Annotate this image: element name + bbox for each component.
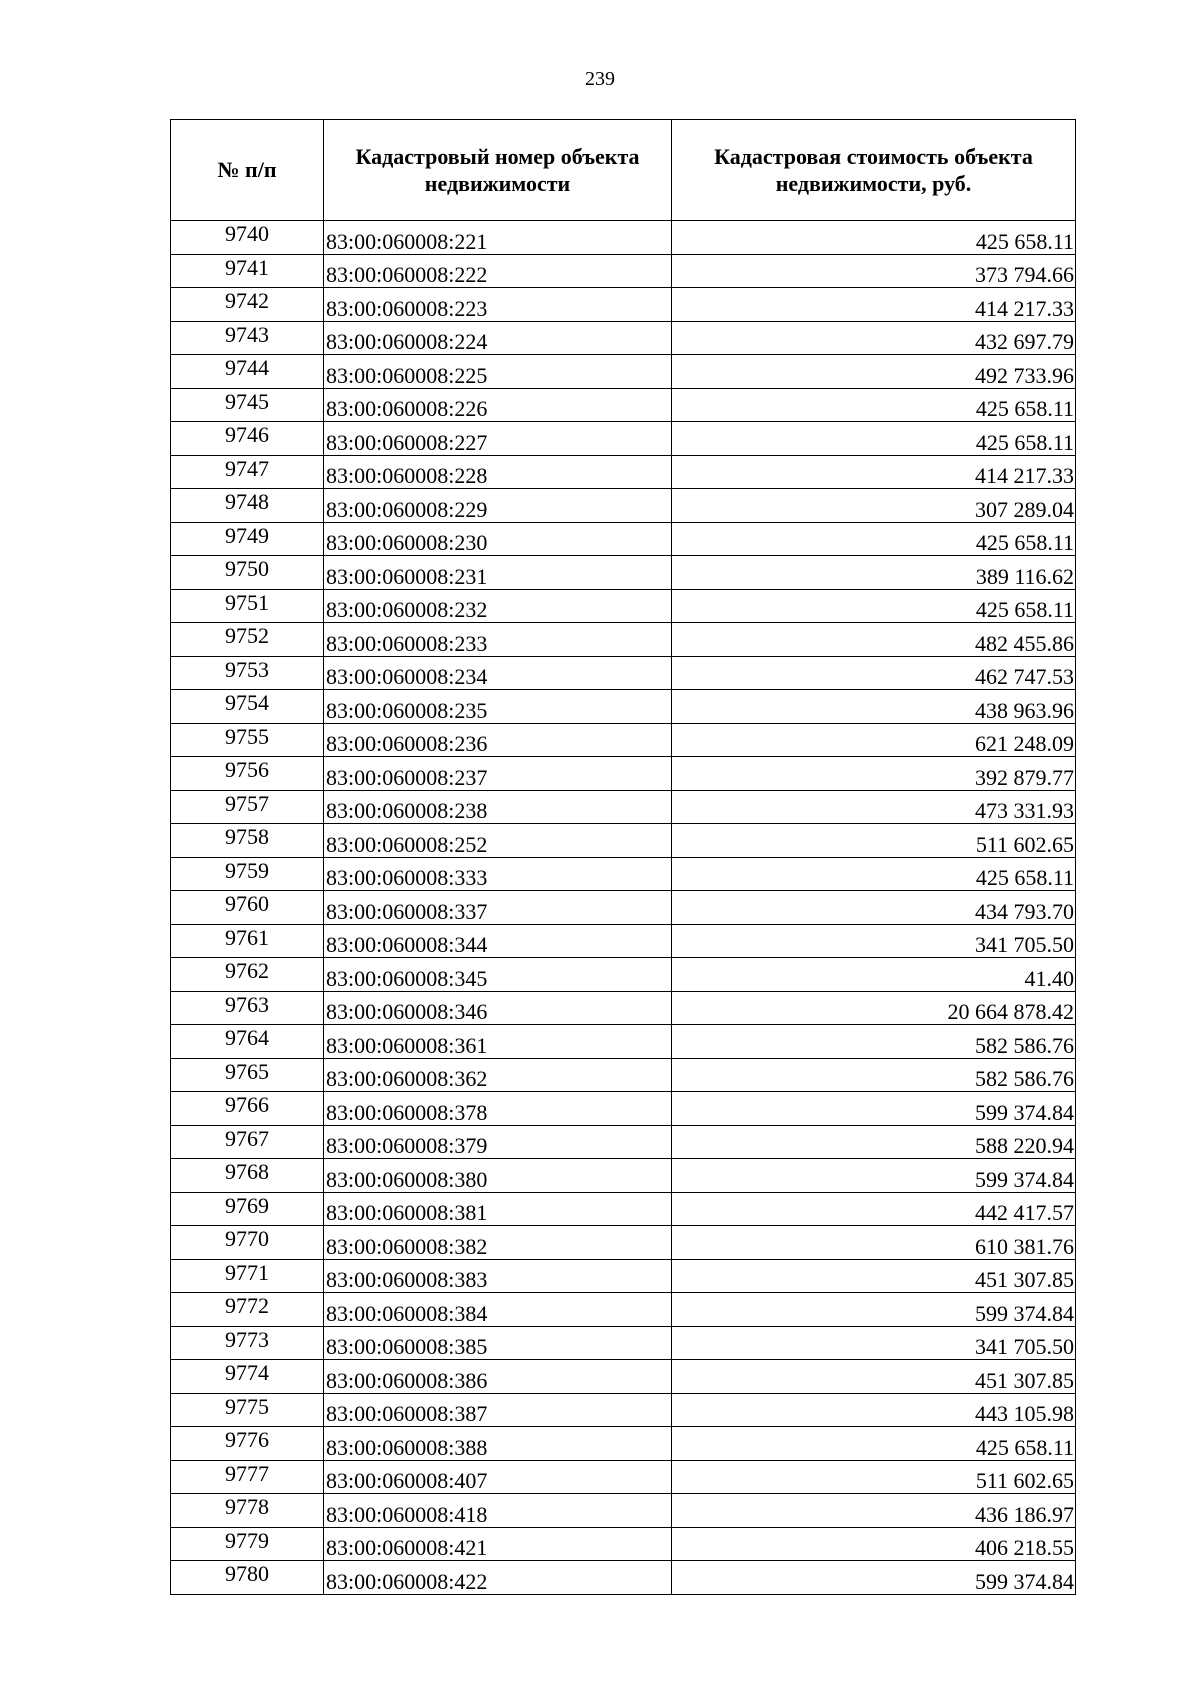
header-cadastral-value: Кадастровая стоимость объекта недвижимости, руб. bbox=[672, 120, 1076, 221]
cadastral-value-cell: 588 220.94 bbox=[672, 1125, 1076, 1159]
row-number-cell: 9760 bbox=[171, 891, 324, 925]
cadastral-value-cell: 41.40 bbox=[672, 958, 1076, 992]
row-number-cell: 9768 bbox=[171, 1159, 324, 1193]
cadastral-value-cell: 425 658.11 bbox=[672, 221, 1076, 255]
row-number-cell: 9776 bbox=[171, 1427, 324, 1461]
cadastral-number-cell: 83:00:060008:387 bbox=[324, 1393, 672, 1427]
row-number-cell: 9765 bbox=[171, 1058, 324, 1092]
table-row bbox=[171, 690, 1076, 724]
cadastral-value-cell: 438 963.96 bbox=[672, 690, 1076, 724]
cadastral-number-cell: 83:00:060008:386 bbox=[324, 1360, 672, 1394]
cadastral-number-cell: 83:00:060008:344 bbox=[324, 924, 672, 958]
row-number-cell: 9761 bbox=[171, 924, 324, 958]
cadastral-value-cell: 482 455.86 bbox=[672, 623, 1076, 657]
table-header bbox=[171, 120, 1076, 221]
cadastral-value-cell: 442 417.57 bbox=[672, 1192, 1076, 1226]
cadastral-number-cell: 83:00:060008:252 bbox=[324, 824, 672, 858]
cadastral-value-cell: 451 307.85 bbox=[672, 1259, 1076, 1293]
table-row bbox=[171, 1427, 1076, 1461]
cadastral-number-cell: 83:00:060008:422 bbox=[324, 1561, 672, 1595]
cadastral-value-cell: 425 658.11 bbox=[672, 589, 1076, 623]
row-number-cell: 9769 bbox=[171, 1192, 324, 1226]
row-number-cell: 9775 bbox=[171, 1393, 324, 1427]
cadastral-number-cell: 83:00:060008:346 bbox=[324, 991, 672, 1025]
table-row bbox=[171, 556, 1076, 590]
cadastral-value-cell: 434 793.70 bbox=[672, 891, 1076, 925]
cadastral-number-cell: 83:00:060008:228 bbox=[324, 455, 672, 489]
cadastral-value-cell: 425 658.11 bbox=[672, 1427, 1076, 1461]
cadastral-number-cell: 83:00:060008:222 bbox=[324, 254, 672, 288]
cadastral-value-cell: 599 374.84 bbox=[672, 1561, 1076, 1595]
table-row bbox=[171, 1058, 1076, 1092]
cadastral-number-cell: 83:00:060008:229 bbox=[324, 489, 672, 523]
cadastral-value-cell: 462 747.53 bbox=[672, 656, 1076, 690]
table-row bbox=[171, 1527, 1076, 1561]
page-number: 239 bbox=[585, 68, 615, 90]
table-row bbox=[171, 1125, 1076, 1159]
cadastral-value-cell: 443 105.98 bbox=[672, 1393, 1076, 1427]
cadastral-value-cell: 389 116.62 bbox=[672, 556, 1076, 590]
row-number-cell: 9763 bbox=[171, 991, 324, 1025]
cadastral-number-cell: 83:00:060008:382 bbox=[324, 1226, 672, 1260]
table-row bbox=[171, 623, 1076, 657]
table-row bbox=[171, 355, 1076, 389]
row-number-cell: 9756 bbox=[171, 757, 324, 791]
table-row bbox=[171, 455, 1076, 489]
table-row bbox=[171, 1360, 1076, 1394]
cadastral-value-cell: 599 374.84 bbox=[672, 1293, 1076, 1327]
cadastral-number-cell: 83:00:060008:231 bbox=[324, 556, 672, 590]
table-row bbox=[171, 1192, 1076, 1226]
table-row bbox=[171, 1293, 1076, 1327]
row-number-cell: 9751 bbox=[171, 589, 324, 623]
cadastral-number-cell: 83:00:060008:381 bbox=[324, 1192, 672, 1226]
cadastral-number-cell: 83:00:060008:223 bbox=[324, 288, 672, 322]
cadastral-value-cell: 406 218.55 bbox=[672, 1527, 1076, 1561]
table-row bbox=[171, 1259, 1076, 1293]
cadastral-number-cell: 83:00:060008:225 bbox=[324, 355, 672, 389]
row-number-cell: 9774 bbox=[171, 1360, 324, 1394]
row-number-cell: 9753 bbox=[171, 656, 324, 690]
row-number-cell: 9778 bbox=[171, 1494, 324, 1528]
row-number-cell: 9759 bbox=[171, 857, 324, 891]
cadastral-value-cell: 425 658.11 bbox=[672, 522, 1076, 556]
table-row bbox=[171, 958, 1076, 992]
table-row bbox=[171, 1092, 1076, 1126]
cadastral-value-cell: 492 733.96 bbox=[672, 355, 1076, 389]
row-number-cell: 9748 bbox=[171, 489, 324, 523]
cadastral-number-cell: 83:00:060008:237 bbox=[324, 757, 672, 791]
row-number-cell: 9766 bbox=[171, 1092, 324, 1126]
header-row-number: № п/п bbox=[171, 120, 324, 221]
cadastral-value-cell: 451 307.85 bbox=[672, 1360, 1076, 1394]
cadastral-number-cell: 83:00:060008:233 bbox=[324, 623, 672, 657]
cadastral-number-cell: 83:00:060008:238 bbox=[324, 790, 672, 824]
cadastral-value-cell: 582 586.76 bbox=[672, 1025, 1076, 1059]
row-number-cell: 9752 bbox=[171, 623, 324, 657]
table-row bbox=[171, 723, 1076, 757]
header-cadastral-number: Кадастровый номер объекта недвижимости bbox=[324, 120, 672, 221]
cadastral-value-cell: 425 658.11 bbox=[672, 857, 1076, 891]
cadastral-number-cell: 83:00:060008:385 bbox=[324, 1326, 672, 1360]
cadastral-value-cell: 599 374.84 bbox=[672, 1092, 1076, 1126]
cadastral-number-cell: 83:00:060008:333 bbox=[324, 857, 672, 891]
row-number-cell: 9758 bbox=[171, 824, 324, 858]
cadastral-value-cell: 599 374.84 bbox=[672, 1159, 1076, 1193]
row-number-cell: 9764 bbox=[171, 1025, 324, 1059]
row-number-cell: 9770 bbox=[171, 1226, 324, 1260]
cadastral-value-cell: 621 248.09 bbox=[672, 723, 1076, 757]
table-row bbox=[171, 589, 1076, 623]
cadastral-number-cell: 83:00:060008:361 bbox=[324, 1025, 672, 1059]
cadastral-value-cell: 473 331.93 bbox=[672, 790, 1076, 824]
row-number-cell: 9762 bbox=[171, 958, 324, 992]
row-number-cell: 9750 bbox=[171, 556, 324, 590]
table-row bbox=[171, 1393, 1076, 1427]
table-row bbox=[171, 388, 1076, 422]
cadastral-number-cell: 83:00:060008:378 bbox=[324, 1092, 672, 1126]
cadastral-value-cell: 511 602.65 bbox=[672, 824, 1076, 858]
row-number-cell: 9740 bbox=[171, 221, 324, 255]
table-row bbox=[171, 1561, 1076, 1595]
table-row bbox=[171, 790, 1076, 824]
row-number-cell: 9779 bbox=[171, 1527, 324, 1561]
cadastral-value-cell: 436 186.97 bbox=[672, 1494, 1076, 1528]
cadastral-number-cell: 83:00:060008:379 bbox=[324, 1125, 672, 1159]
cadastral-number-cell: 83:00:060008:235 bbox=[324, 690, 672, 724]
cadastral-number-cell: 83:00:060008:236 bbox=[324, 723, 672, 757]
table-row bbox=[171, 221, 1076, 255]
table-row bbox=[171, 1159, 1076, 1193]
table-row bbox=[171, 1025, 1076, 1059]
cadastral-value-cell: 582 586.76 bbox=[672, 1058, 1076, 1092]
row-number-cell: 9767 bbox=[171, 1125, 324, 1159]
row-number-cell: 9749 bbox=[171, 522, 324, 556]
cadastral-value-table bbox=[170, 119, 1076, 1595]
table-row bbox=[171, 522, 1076, 556]
row-number-cell: 9771 bbox=[171, 1259, 324, 1293]
table-row bbox=[171, 422, 1076, 456]
cadastral-number-cell: 83:00:060008:345 bbox=[324, 958, 672, 992]
table-row bbox=[171, 991, 1076, 1025]
table-row bbox=[171, 824, 1076, 858]
cadastral-value-cell: 392 879.77 bbox=[672, 757, 1076, 791]
row-number-cell: 9754 bbox=[171, 690, 324, 724]
table-row bbox=[171, 1494, 1076, 1528]
cadastral-number-cell: 83:00:060008:232 bbox=[324, 589, 672, 623]
row-number-cell: 9741 bbox=[171, 254, 324, 288]
cadastral-value-cell: 373 794.66 bbox=[672, 254, 1076, 288]
row-number-cell: 9747 bbox=[171, 455, 324, 489]
row-number-cell: 9755 bbox=[171, 723, 324, 757]
row-number-cell: 9743 bbox=[171, 321, 324, 355]
cadastral-number-cell: 83:00:060008:421 bbox=[324, 1527, 672, 1561]
table-row bbox=[171, 857, 1076, 891]
table-row bbox=[171, 1326, 1076, 1360]
cadastral-number-cell: 83:00:060008:226 bbox=[324, 388, 672, 422]
row-number-cell: 9744 bbox=[171, 355, 324, 389]
row-number-cell: 9745 bbox=[171, 388, 324, 422]
cadastral-value-cell: 610 381.76 bbox=[672, 1226, 1076, 1260]
cadastral-number-cell: 83:00:060008:337 bbox=[324, 891, 672, 925]
cadastral-value-cell: 414 217.33 bbox=[672, 455, 1076, 489]
cadastral-number-cell: 83:00:060008:362 bbox=[324, 1058, 672, 1092]
cadastral-value-cell: 425 658.11 bbox=[672, 388, 1076, 422]
row-number-cell: 9742 bbox=[171, 288, 324, 322]
cadastral-number-cell: 83:00:060008:383 bbox=[324, 1259, 672, 1293]
cadastral-value-cell: 341 705.50 bbox=[672, 924, 1076, 958]
cadastral-number-cell: 83:00:060008:230 bbox=[324, 522, 672, 556]
table-row bbox=[171, 924, 1076, 958]
table-row bbox=[171, 288, 1076, 322]
cadastral-number-cell: 83:00:060008:418 bbox=[324, 1494, 672, 1528]
row-number-cell: 9773 bbox=[171, 1326, 324, 1360]
row-number-cell: 9777 bbox=[171, 1460, 324, 1494]
row-number-cell: 9757 bbox=[171, 790, 324, 824]
cadastral-number-cell: 83:00:060008:227 bbox=[324, 422, 672, 456]
table-row bbox=[171, 254, 1076, 288]
table-row bbox=[171, 321, 1076, 355]
cadastral-number-cell: 83:00:060008:388 bbox=[324, 1427, 672, 1461]
cadastral-number-cell: 83:00:060008:224 bbox=[324, 321, 672, 355]
table-body bbox=[171, 221, 1076, 1595]
cadastral-number-cell: 83:00:060008:384 bbox=[324, 1293, 672, 1327]
cadastral-value-cell: 414 217.33 bbox=[672, 288, 1076, 322]
cadastral-value-cell: 432 697.79 bbox=[672, 321, 1076, 355]
cadastral-number-cell: 83:00:060008:234 bbox=[324, 656, 672, 690]
table-row bbox=[171, 1460, 1076, 1494]
cadastral-value-cell: 425 658.11 bbox=[672, 422, 1076, 456]
cadastral-value-cell: 341 705.50 bbox=[672, 1326, 1076, 1360]
row-number-cell: 9772 bbox=[171, 1293, 324, 1327]
table-row bbox=[171, 1226, 1076, 1260]
table-row bbox=[171, 891, 1076, 925]
cadastral-value-cell: 511 602.65 bbox=[672, 1460, 1076, 1494]
cadastral-number-cell: 83:00:060008:380 bbox=[324, 1159, 672, 1193]
header-row bbox=[171, 120, 1076, 221]
cadastral-number-cell: 83:00:060008:221 bbox=[324, 221, 672, 255]
table-row bbox=[171, 757, 1076, 791]
row-number-cell: 9780 bbox=[171, 1561, 324, 1595]
table-row bbox=[171, 489, 1076, 523]
cadastral-value-cell: 20 664 878.42 bbox=[672, 991, 1076, 1025]
table-row bbox=[171, 656, 1076, 690]
cadastral-number-cell: 83:00:060008:407 bbox=[324, 1460, 672, 1494]
cadastral-value-cell: 307 289.04 bbox=[672, 489, 1076, 523]
row-number-cell: 9746 bbox=[171, 422, 324, 456]
